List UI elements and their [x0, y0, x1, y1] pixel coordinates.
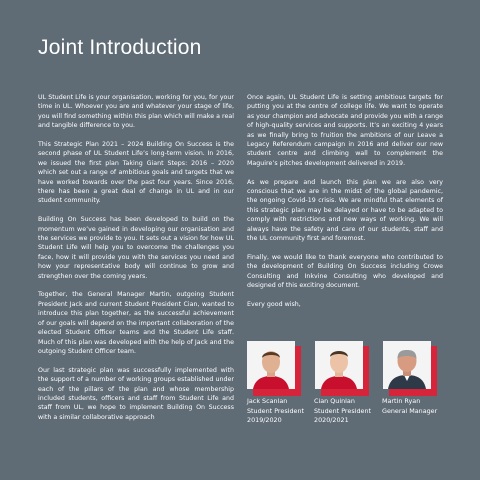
left-column [38, 93, 234, 432]
right-column [247, 93, 443, 319]
paragraph: Building On Success has been developed to build on the momentum we’ve gained in developing our organisation and the services we provide to you. It sets out a vision for how UL Student Life will help you to overcome the challenges you face, how it will provide you with the services you need and how your representative body will continue to grow and strengthen over the coming years. [38, 216, 234, 280]
portrait-jack [247, 341, 295, 393]
caption-cian [314, 397, 384, 426]
signatory-name: Cian Quinlan [314, 397, 355, 405]
signatory-role: Student President [247, 406, 304, 415]
signatory-name: Jack Scanlan [247, 397, 288, 405]
signatory-term: 2020/2021 [314, 416, 349, 425]
signatory-role: Student President [314, 406, 371, 415]
signatory-term: 2019/2020 [247, 416, 282, 425]
caption-jack [247, 397, 317, 426]
paragraph: UL Student Life is your organisation, working for you, for your time in UL. Whoever you are and whatever your stage of life, you will find something within this plan which will make a real and tangible difference to you. [38, 94, 234, 130]
paragraph: Together, the General Manager Martin, outgoing Student President Jack and current Student President Cian, wanted to introduce this plan together, as the successful achievement of our goals will depend on the important collaboration of the elected Student Officer teams and the Student Life staff. Much of this plan was developed with the help of Jack and the outgoing Student Officer team. [38, 291, 234, 355]
paragraph: Our last strategic plan was successfully implemented with the support of a number of working groups established under each of the pillars of the plan and whose membership included students, officers and staff from Student Life and staff from UL, we hope to implement Building On Success with a similar collaborative approach [38, 366, 234, 421]
paragraph: As we prepare and launch this plan we are also very conscious that we are in the midst of the global pandemic, the ongoing Covid-19 crisis. We are mindful that elements of this strategic plan may be delayed or have to be adapted to comply with restrictions and new ways of working. We will always have the safety and care of our students, staff and the UL community first and foremost. [247, 178, 443, 243]
portrait-martin [383, 341, 431, 393]
paragraph: This Strategic Plan 2021 – 2024 Building On Success is the second phase of UL Student Life’s long-term vision. In 2016, we issued the first plan Taking Giant Steps: 2016 – 2020 which set out a range of ambitious goals and targets that we have worked towards over the past four years. Since 2016, there has been a great deal of change in UL and in our student community. [38, 141, 234, 205]
page-title: Joint Introduction [38, 36, 202, 59]
signatory-role: General Manager [382, 406, 438, 415]
signatory-photos [247, 341, 447, 393]
portrait-photo [315, 341, 363, 389]
signatory-name: Martin Ryan [382, 397, 421, 405]
portrait-photo [383, 341, 431, 389]
portrait-photo [247, 341, 295, 389]
paragraph: Finally, we would like to thank everyone who contributed to the development of Building On Success including Crowe Consulting and Inkvine Consulting who developed and designed of this exciting document. [247, 253, 443, 290]
portrait-cian [315, 341, 363, 393]
paragraph: Once again, UL Student Life is setting ambitious targets for putting you at the centre of college life. We want to operate as your champion and advocate and provide you with a range of high-quality services and supports. It’s an exciting 4 years as we finally bring to fruition the ambitions of our Leave a Legacy Referendum campaign in 2016 and deliver our new student centre and climbing wall to complement the Maguire’s pitches development delivered in 2019. [247, 94, 443, 167]
paragraph: Every good wish, [247, 300, 301, 308]
caption-martin [382, 397, 452, 416]
